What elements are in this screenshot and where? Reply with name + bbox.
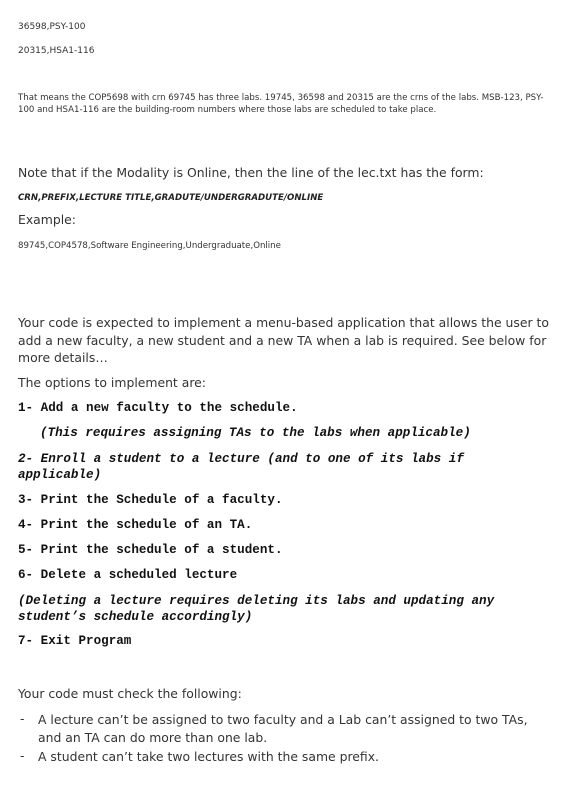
explanation-paragraph: That means the COP5698 with crn 69745 has three labs. 19745, 36598 and 20315 are the crns of the labs. MSB-123, PSY-100 and HSA1-116 are the building-room numbers where those labs are scheduled to take place. (18, 93, 544, 115)
check-item-2: A student can’t take two lectures with the same prefix. (38, 749, 379, 764)
option-1: 1- Add a new faculty to the schedule. (18, 401, 298, 415)
option-7: 7- Exit Program (18, 634, 132, 648)
option-6-note: (Deleting a lecture requires deleting its labs and updating any student’s schedule accordingly) (18, 594, 495, 624)
bullet-dash-2: - (20, 748, 25, 763)
top-line-1: 36598,PSY-100 (18, 22, 86, 32)
options-heading: The options to implement are: (18, 375, 206, 390)
top-line-2: 20315,HSA1-116 (18, 46, 95, 56)
option-2: 2- Enroll a student to a lecture (and to one of its labs if applicable) (18, 452, 464, 482)
option-4: 4- Print the schedule of an TA. (18, 518, 253, 532)
option-6: 6- Delete a scheduled lecture (18, 568, 238, 582)
intro-paragraph: Your code is expected to implement a menu-based application that allows the user to add a new faculty, a new student and a new TA when a lab is required. See below for more details… (18, 315, 549, 365)
example-label: Example: (18, 212, 76, 227)
note-format: CRN,PREFIX,LECTURE TITLE,GRADUTE/UNDERGRADUTE/ONLINE (18, 193, 324, 203)
check-item-1: A lecture can’t be assigned to two faculty and a Lab can’t assigned to two TAs, and an TA can do more than one lab. (38, 712, 528, 745)
bullet-dash-1: - (20, 711, 25, 726)
note-text: Note that if the Modality is Online, then the line of the lec.txt has the form: (18, 165, 484, 180)
example-line: 89745,COP4578,Software Engineering,Undergraduate,Online (18, 241, 281, 251)
checks-heading: Your code must check the following: (18, 686, 242, 701)
option-3: 3- Print the Schedule of a faculty. (18, 493, 283, 507)
option-1-note: (This requires assigning TAs to the labs when applicable) (40, 426, 471, 440)
option-5: 5- Print the schedule of a student. (18, 543, 283, 557)
